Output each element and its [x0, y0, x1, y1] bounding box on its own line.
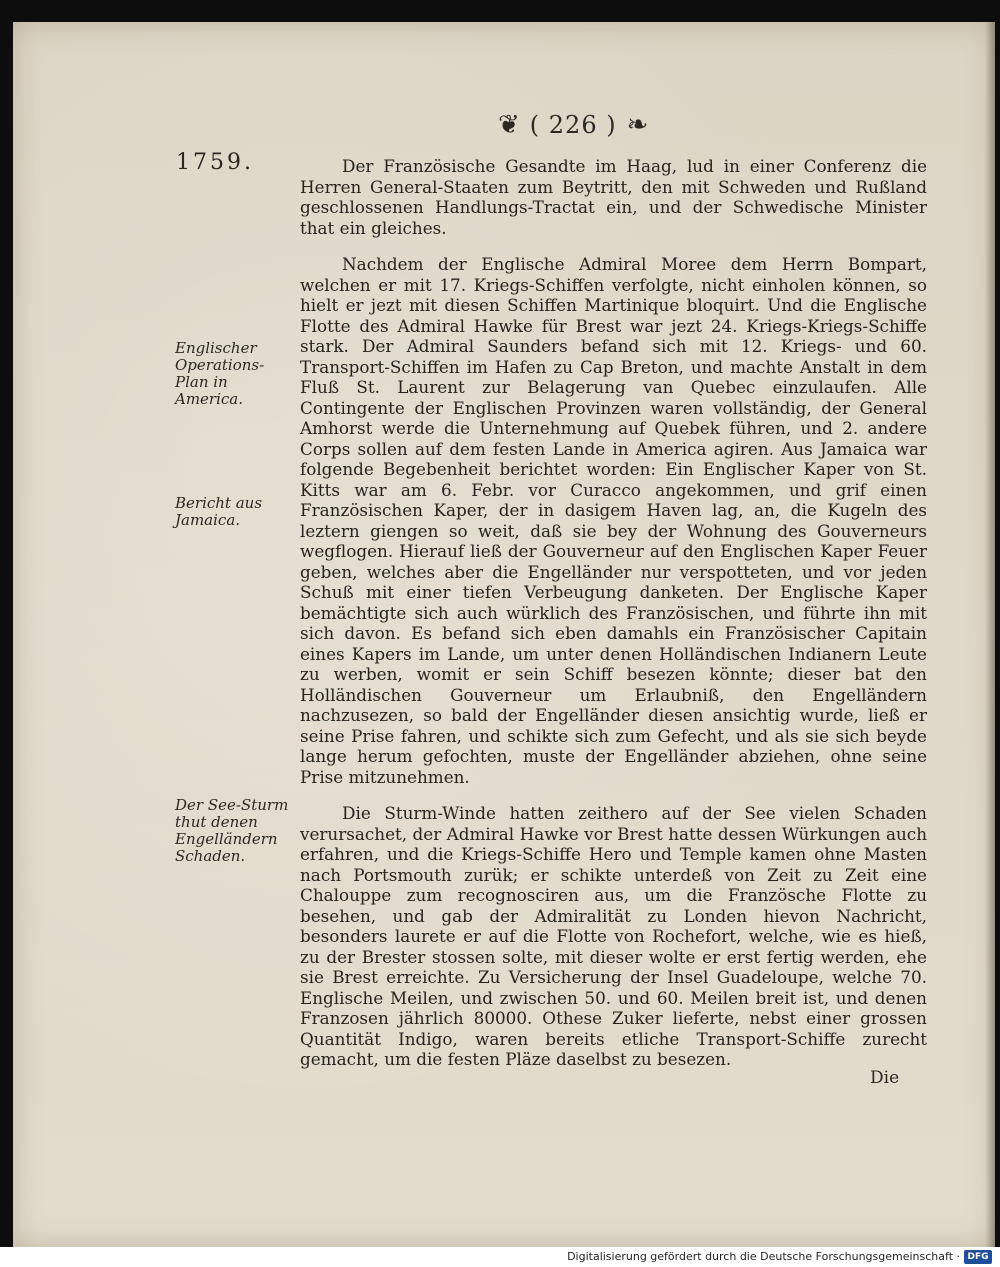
margin-note-operations-plan: Englischer Operations-Plan in America. — [175, 339, 265, 408]
page-number: ( 226 ) — [529, 111, 617, 139]
margin-note-jamaica: Bericht aus Jamaica. — [175, 494, 263, 529]
paragraph-3: Die Sturm-Winde hatten zeithero auf der See vielen Schaden verursachet, der Admiral Hawke vor Brest hatte dessen Würkungen auch erfahren, und die Kriegs-Schiffe Hero und Temple kamen ohne Masten nach Portsmouth zurük; er schikte unterdeß von Zeit zu Zeit eine Chalouppe zum recognosciren aus, um die Französche Flotte zu besehen, und gab der Admiralität zu Londen hievon Nachricht, besonders laurete er auf die Flotte von Rochefort, welche, wie es hieß, zu der Brester stossen solte, mit dieser wolte er erst fertig werden, ehe sie Brest erreichte. Zu Versicherung der Insel Guadeloupe, welche 70. Englische Meilen, und zwischen 50. und 60. Meilen breit ist, und denen Franzosen jährlich 80000. Othese Zuker lieferte, nebst einer grossen Quantität Indigo, waren bereits etliche Transport-Schiffe zurecht gemacht, um die festen Pläze daselbst zu besezen. — [300, 803, 927, 1069]
fleuron-right-icon: ❧ — [626, 110, 649, 140]
year-marker: 1759. — [176, 150, 254, 175]
page-edge-shadow — [985, 22, 995, 1247]
digitization-footer — [0, 1247, 1000, 1267]
footer-credit: Digitalisierung gefördert durch die Deutsche Forschungsgemeinschaft · — [567, 1250, 960, 1263]
margin-note-sea-storm: Der See-Sturm thut denen Engelländern Schaden. — [175, 796, 289, 865]
dfg-logo-icon[interactable]: DFG — [964, 1250, 992, 1264]
catchword: Die — [870, 1068, 900, 1088]
paragraph-2: Nachdem der Englische Admiral Moree dem Herrn Bompart, welchen er mit 17. Kriegs-Schiffen verfolgte, nicht einholen können, so hielt er jezt mit diesen Schiffen Martinique bloquirt. Und die Englische Flotte des Admiral Hawke für Brest war jezt 24. Kriegs-Kriegs-Schiffe stark. Der Admiral Saunders befand sich mit 12. Kriegs- und 60. Transport-Schiffen im Hafen zu Cap Breton, und machte Anstalt in dem Fluß St. Laurent zur Belagerung van Quebec einzulaufen. Alle Contingente der Englischen Provinzen waren vollständig, der General Amhorst werde die Unternehmung auf Quebek führen, und 2. andere Corps sollen auf dem festen Lande in America agiren. Aus Jamaica war folgende Begebenheit berichtet worden: Ein Englischer Kaper von St. Kitts war am 6. Febr. vor Curacco angekommen, und grif einen Französischen Kaper, der in dasigem Haven lag, an, die Kugeln des leztern giengen so weit, daß sie bey der Wohnung des Gouverneurs wegflogen. Hierauf ließ der Gouverneur auf den Englischen Kaper Feuer geben, welches aber die Engelländer nur verspotteten, und vor jeden Schuß mit einer tiefen Verbeugung danketen. Der Englische Kaper bemächtigte sich auch würklich des Französischen, und führte ihn mit sich davon. Es befand sich eben damahls ein Französischer Capitain eines Kapers im Lande, um unter denen Holländischen Indianern Leute zu werben, womit er sein Schiff besezen könnte; dieser bat den Holländischen Gouverneur um Erlaubniß, den Engelländern nachzusezen, so bald der Engelländer diesen ansichtig wurde, ließ er seine Prise fahren, und schikte sich zum Gefecht, und als sie sich beyde lange herum gefochten, muste der Engelländer abziehen, ohne seine Prise mitzunehmen. — [300, 254, 927, 787]
paragraph-1: Der Französische Gesandte im Haag, lud in einer Conferenz die Herren General-Staaten zum Beytritt, den mit Schweden und Rußland geschlossenen Handlungs-Tractat ein, und der Schwedische Minister that ein gleiches. — [300, 156, 927, 238]
fleuron-left-icon: ❦ — [498, 110, 520, 140]
page-header — [498, 110, 748, 140]
